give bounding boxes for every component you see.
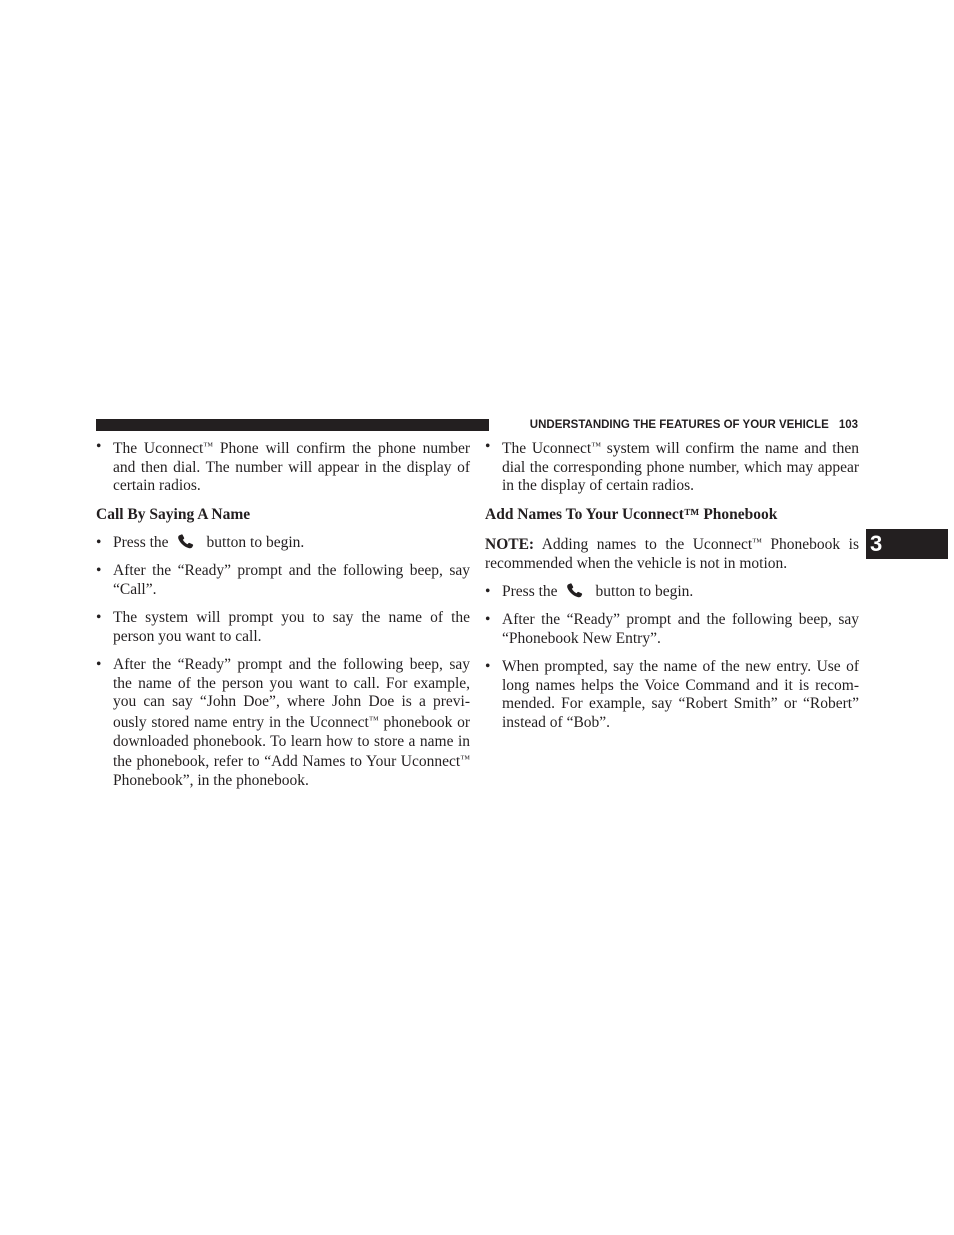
bullet-item: • Press the button to begin. [485, 582, 694, 600]
phone-handset-icon [177, 534, 199, 549]
bullet-dot: • [96, 438, 102, 455]
phone-handset-icon [566, 583, 588, 598]
right-column [485, 438, 859, 733]
running-header [497, 417, 858, 433]
header-rule [96, 419, 489, 431]
bullet-dot: • [485, 438, 491, 455]
section-title: UNDERSTANDING THE FEATURES OF YOUR VEHICLE [529, 419, 829, 431]
left-column [96, 438, 470, 791]
page-number: 103 [838, 419, 858, 431]
chapter-tab [866, 529, 948, 559]
bullet-dot: • [96, 655, 102, 673]
chapter-number: 3 [870, 531, 883, 556]
bullet-dot: • [485, 657, 491, 675]
bullet-item: • After the “Ready” prompt and the following beep, say “Phonebook New Entry”. [485, 610, 859, 647]
bullet-dot: • [96, 608, 102, 626]
bullet-dot: • [485, 582, 491, 600]
note-paragraph: NOTE: Adding names to the Uconnect™ Phonebook is recommended when the vehicle is not in motion. [485, 535, 860, 572]
bullet-dot: • [96, 533, 102, 551]
section-heading: Call By Saying A Name [96, 505, 251, 523]
note-label: NOTE: [485, 535, 535, 553]
bullet-item: • Press the button to begin. [96, 533, 305, 551]
bullet-item: • After the “Ready” prompt and the following beep, say “Call”. [96, 562, 470, 598]
bullet-dot: • [96, 562, 102, 580]
bullet-item: • When prompted, say the name of the new entry. Use of long names helps the Voice Command and it is recom- mended. For example, say “Robert Smith” or “Robert” instead of “Bob”. [485, 657, 859, 731]
bullet-item: • After the “Ready” prompt and the following beep, say the name of the person you want to call. For example, you can say “John Doe”, where John Doe is a previ- ously stored name entry in the Uconnect™ phonebook or downloaded phonebook. To learn how to store a name in the phonebook, refer to “Add Names to Your Uconnect™ Phonebook”, in the phonebook. [96, 655, 470, 790]
bullet-item: • The Uconnect™ Phone will confirm the phone number and then dial. The number will appear in the display of certain radios. [96, 438, 470, 495]
section-heading: Add Names To Your Uconnect™ Phonebook [485, 505, 778, 523]
bullet-item: • The Uconnect™ system will confirm the name and then dial the corresponding phone number, which may appear in the display of certain radios. [485, 438, 859, 495]
bullet-dot: • [485, 610, 491, 628]
bullet-item: • The system will prompt you to say the name of the person you want to call. [96, 608, 470, 645]
